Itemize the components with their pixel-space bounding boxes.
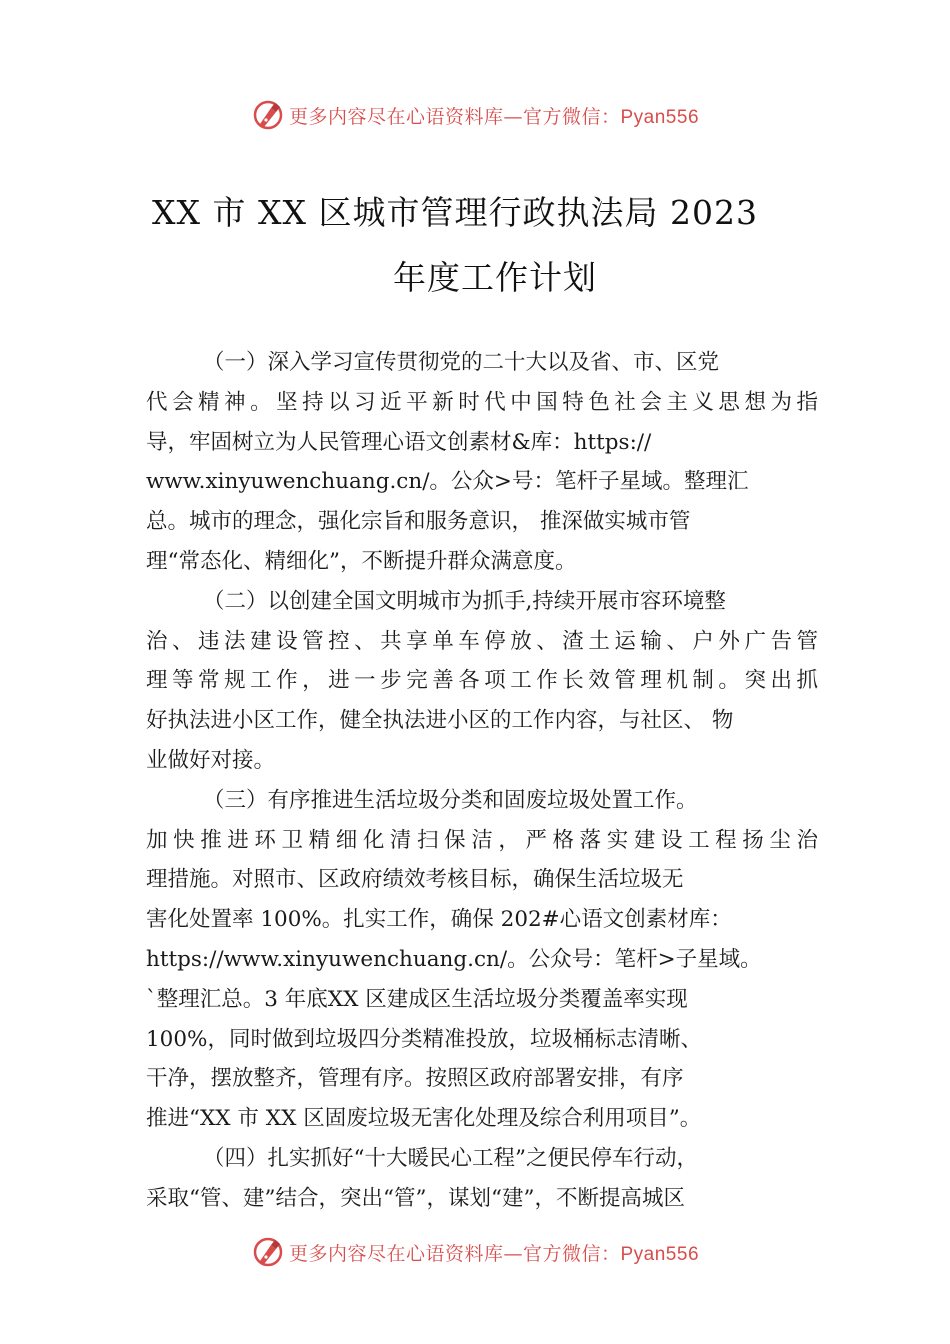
- document-title-line-2: 年度工作计划: [393, 258, 597, 297]
- body-line: 代会精神。坚持以习近平新时代中国特色社会主义思想为指: [146, 389, 818, 415]
- body-line: 推进“XX 市 XX 区固废垃圾无害化处理及综合利用项目”。: [146, 1106, 702, 1132]
- body-line: https://www.xinyuwenchuang.cn/。公众号：笔杆>子星域。: [146, 946, 762, 972]
- pen-nib-logo-icon: [251, 98, 285, 132]
- body-line: 业做好对接。: [146, 747, 276, 773]
- document-body: [146, 343, 818, 1219]
- watermark-banner-top: [0, 95, 950, 135]
- watermark-text: 更多内容尽在心语资料库—官方微信：Pyan556: [288, 1242, 700, 1265]
- body-line: （四）扎实抓好“十大暖民心工程”之便民停车行动，: [203, 1145, 698, 1171]
- body-line: 采取“管、建”结合，突出“管”，谋划“建”，不断提高城区: [146, 1185, 685, 1211]
- watermark-banner-bottom: [0, 1232, 950, 1272]
- body-line: 治、违法建设管控、共享单车停放、渣土运输、户外广告管: [146, 628, 818, 654]
- body-line: 好执法进小区工作，健全执法进小区的工作内容，与社区、 物: [146, 708, 734, 734]
- body-line: 害化处置率 100%。扎实工作，确保 202#心语文创素材库：: [146, 907, 732, 933]
- body-line: 总。城市的理念，强化宗旨和服务意识， 推深做实城市管: [146, 509, 691, 535]
- watermark-wechat-id: Pyan556: [620, 1243, 700, 1265]
- watermark-wechat-id: Pyan556: [620, 106, 700, 128]
- document-title-line-1: XX 市 XX 区城市管理行政执法局 2023: [152, 193, 758, 232]
- body-line: `整理汇总。3 年底XX 区建成区生活垃圾分类覆盖率实现: [146, 986, 688, 1012]
- body-line: 理“常态化、精细化”，不断提升群众满意度。: [146, 548, 577, 574]
- body-line: （三）有序推进生活垃圾分类和固废垃圾处置工作。: [203, 787, 698, 813]
- body-line: 导，牢固树立为人民管理心语文创素材&库：https://: [146, 429, 652, 455]
- body-line: （一）深入学习宣传贯彻党的二十大以及省、市、区党: [203, 350, 720, 375]
- body-line: 100%，同时做到垃圾四分类精准投放，垃圾桶标志清晰、: [146, 1026, 702, 1052]
- body-line: （二）以创建全国文明城市为抓手,持续开展市容环境整: [203, 588, 726, 614]
- body-line: 理措施。对照市、区政府绩效考核目标，确保生活垃圾无: [146, 867, 684, 893]
- body-line: 干净，摆放整齐，管理有序。按照区政府部署安排，有序: [146, 1066, 684, 1092]
- pen-nib-logo-icon: [251, 1235, 285, 1269]
- body-line: 理等常规工作，进一步完善各项工作长效管理机制。突出抓: [146, 668, 818, 694]
- watermark-text: 更多内容尽在心语资料库—官方微信：Pyan556: [288, 105, 700, 128]
- body-line: www.xinyuwenchuang.cn/。公众>号：笔杆子星域。整理汇: [146, 469, 749, 495]
- body-line: 加快推进环卫精细化清扫保洁，严格落实建设工程扬尘治: [146, 827, 818, 853]
